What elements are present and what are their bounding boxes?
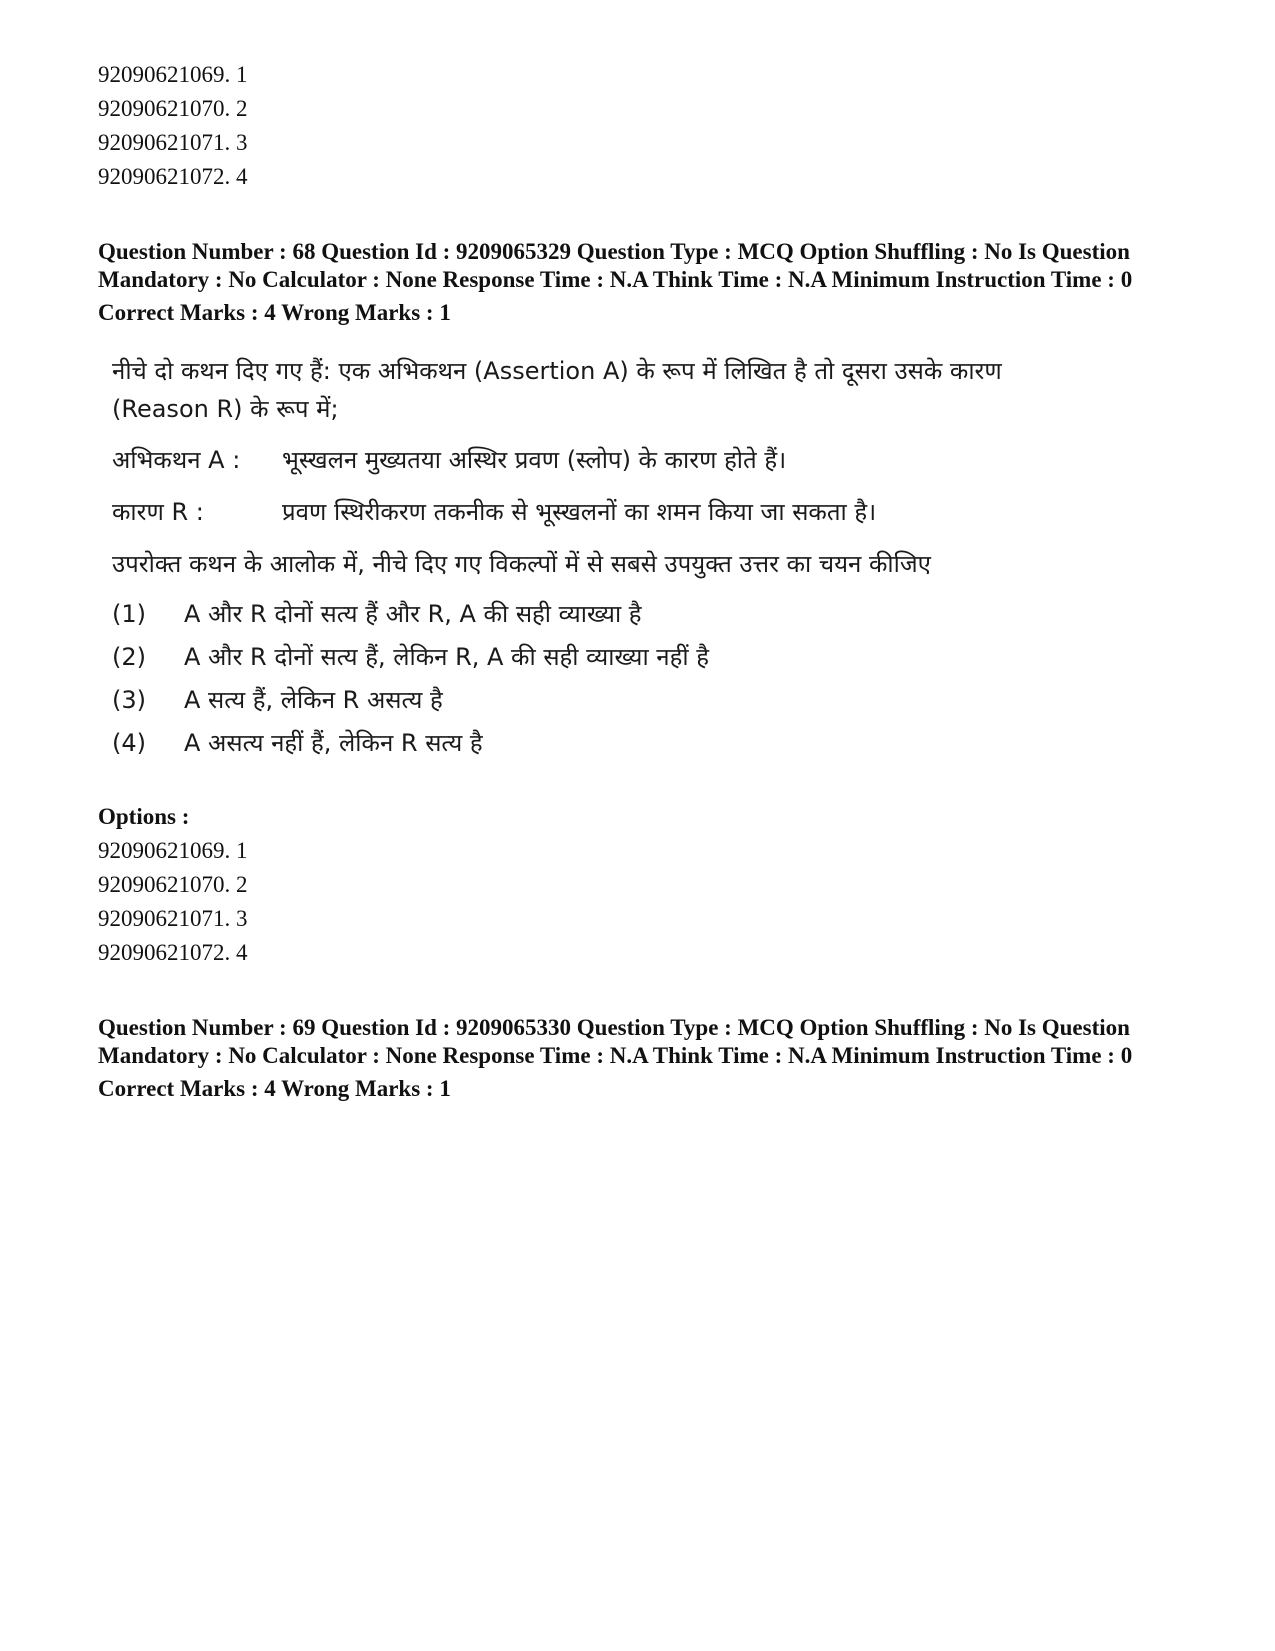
option-line: 92090621072. 4 [98,164,248,189]
answer-choices [112,594,1102,766]
question-image-text [112,352,1102,766]
question-marks: Correct Marks : 4 Wrong Marks : 1 [98,1076,451,1101]
answer-choice [112,594,1102,637]
question-68-options [98,800,1198,970]
options-label: Options : [98,804,190,829]
answer-choice [112,723,1102,766]
answer-choice [112,637,1102,680]
question-69-block [98,1014,1198,1104]
option-line: 92090621071. 3 [98,130,248,155]
reason-row [112,492,1102,532]
question-68-block [98,238,1198,970]
option-line: 92090621069. 1 [98,838,248,863]
choice-number: (1) [112,600,146,628]
question-marks: Correct Marks : 4 Wrong Marks : 1 [98,300,451,325]
reason-text: प्रवण स्थिरीकरण तकनीक से भूस्खलनों का शमन किया जा सकता है। [282,498,877,526]
choice-number: (4) [112,729,146,757]
choice-text: A और R दोनों सत्य हैं, लेकिन R, A की सही व्याख्या नहीं है [184,643,709,671]
option-line: 92090621072. 4 [98,940,248,965]
assertion-label: अभिकथन A : [112,446,241,474]
previous-question-options [98,58,1198,194]
assertion-row [112,440,1102,480]
option-line: 92090621071. 3 [98,906,248,931]
question-header: Question Number : 68 Question Id : 9209065329 Question Type : MCQ Option Shuffling : No Is Question Mandatory : No Calculator : None Response Time : N.A Think Time : N.A Minimum Instruction Time : 0 [98,239,1133,292]
choice-number: (2) [112,643,146,671]
option-line: 92090621069. 1 [98,62,248,87]
option-line: 92090621070. 2 [98,96,248,121]
document-page [98,58,1198,1104]
choice-text: A सत्य हैं, लेकिन R असत्य है [184,686,443,714]
question-intro: नीचे दो कथन दिए गए हैं: एक अभिकथन (Assertion A) के रूप में लिखित है तो दूसरा उसके कारण (Reason R) के रूप में; [112,357,1002,423]
assertion-text: भूस्खलन मुख्यतया अस्थिर प्रवण (स्लोप) के कारण होते हैं। [282,446,787,474]
question-header: Question Number : 69 Question Id : 9209065330 Question Type : MCQ Option Shuffling : No Is Question Mandatory : No Calculator : None Response Time : N.A Think Time : N.A Minimum Instruction Time : 0 [98,1015,1133,1068]
choice-text: A और R दोनों सत्य हैं और R, A की सही व्याख्या है [184,600,642,628]
choice-text: A असत्य नहीं हैं, लेकिन R सत्य है [184,729,483,757]
question-instruction: उपरोक्त कथन के आलोक में, नीचे दिए गए विकल्पों में से सबसे उपयुक्त उत्तर का चयन कीजिए [112,550,931,578]
answer-choice [112,680,1102,723]
reason-label: कारण R : [112,498,204,526]
choice-number: (3) [112,686,146,714]
option-line: 92090621070. 2 [98,872,248,897]
